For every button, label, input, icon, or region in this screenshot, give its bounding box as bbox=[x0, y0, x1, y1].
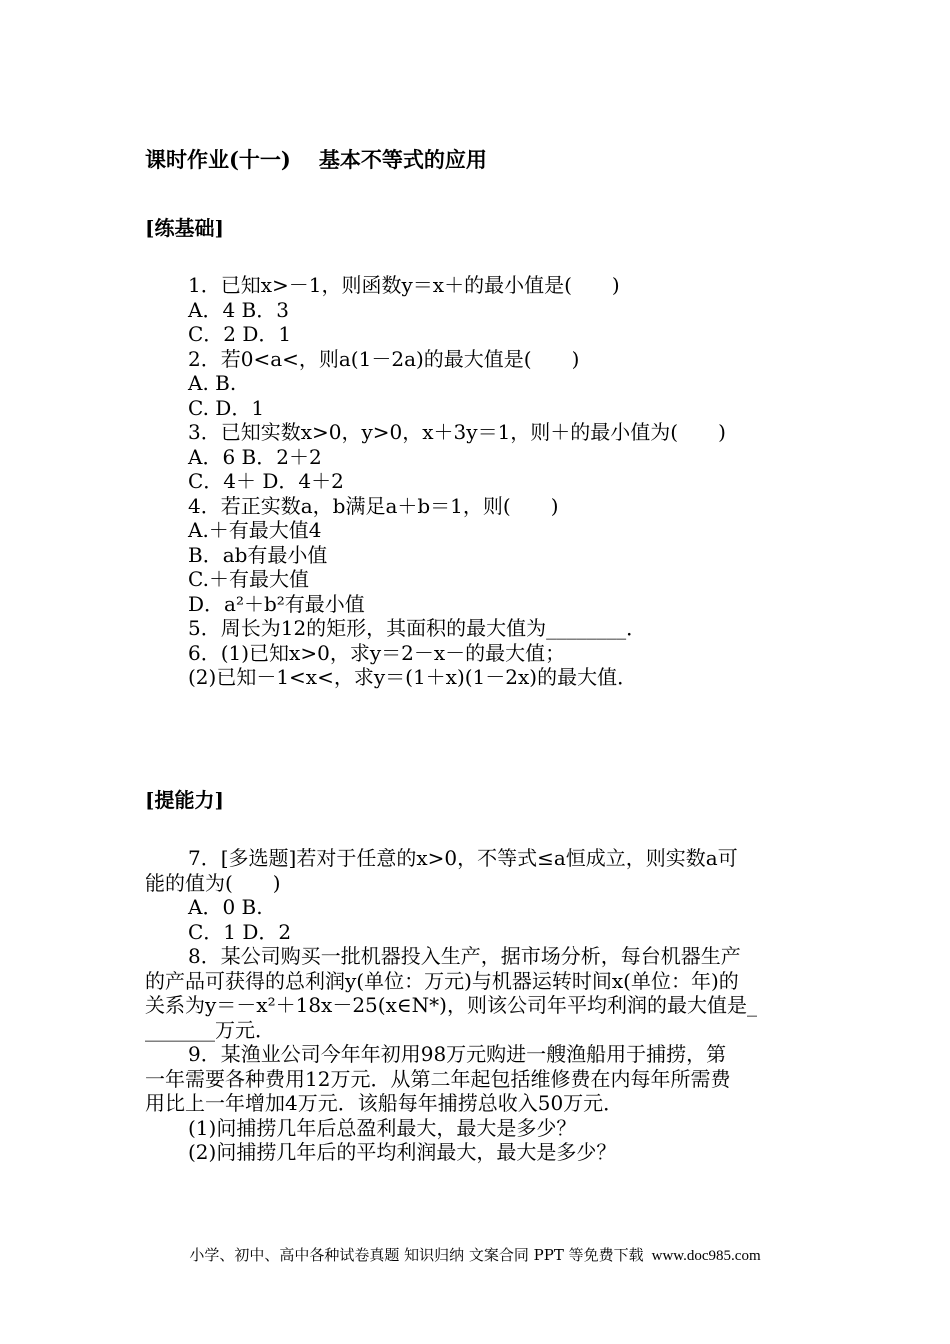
exercise-line: (2)问捕捞几年后的平均利润最大，最大是多少？ bbox=[188, 1140, 617, 1164]
exercise-line: 2．若0<a<，则a(1－2a)的最大值是( ) bbox=[188, 346, 580, 371]
page-footer bbox=[0, 1244, 950, 1265]
exercise-line: D．a²＋b²有最小值 bbox=[188, 591, 365, 616]
exercise-line: C．1 D．2 bbox=[188, 919, 292, 944]
exercise-line: A. B. bbox=[188, 371, 237, 395]
exercise-line: A.＋有最大值4 bbox=[188, 518, 322, 542]
exercise-line: A．4 B．3 bbox=[188, 297, 289, 322]
exercise-line: 的产品可获得的总利润y(单位：万元)与机器运转时间x(单位：年)的 bbox=[145, 968, 739, 993]
exercise-line: 3．已知实数x>0，y>0，x＋3y＝1，则＋的最小值为( ) bbox=[188, 420, 726, 444]
page-title bbox=[145, 144, 487, 174]
exercise-line: 7．[多选题]若对于任意的x>0，不等式≤a恒成立，则实数a可 bbox=[188, 846, 738, 870]
exercise-line: A．0 B. bbox=[188, 895, 263, 919]
exercise-line: _______万元． bbox=[145, 1017, 275, 1042]
exercise-line: 6．(1)已知x>0，求y＝2－x－的最大值； bbox=[188, 640, 566, 665]
footer-site-link[interactable]: www.doc985.com bbox=[651, 1248, 761, 1264]
exercise-line: 5．周长为12的矩形，其面积的最大值为________． bbox=[188, 616, 647, 640]
section-heading-basic: [练基础] bbox=[145, 216, 224, 240]
exercise-line: C. D．1 bbox=[188, 395, 265, 420]
exercise-line: C．2 D．1 bbox=[188, 322, 292, 346]
advanced-exercises bbox=[145, 846, 810, 1165]
basic-exercises bbox=[145, 273, 810, 690]
exercise-line: 能的值为( ) bbox=[145, 870, 281, 895]
exercise-line: 9．某渔业公司今年年初用98万元购进一艘渔船用于捕捞，第 bbox=[188, 1042, 727, 1066]
exercise-line: C．4＋ D．4＋2 bbox=[188, 469, 344, 493]
exercise-line: B．ab有最小值 bbox=[188, 542, 328, 567]
exercise-line: 4．若正实数a，b满足a＋b＝1，则( ) bbox=[188, 493, 559, 518]
footer-text: 小学、初中、高中各种试卷真题 知识归纳 文案合同 PPT 等免费下载 bbox=[189, 1246, 644, 1264]
exercise-line: 8．某公司购买一批机器投入生产，据市场分析，每台机器生产 bbox=[188, 944, 741, 968]
exercise-line: (2)已知－1<x<，求y＝(1＋x)(1－2x)的最大值． bbox=[188, 665, 638, 689]
section-heading-advanced: [提能力] bbox=[145, 788, 224, 812]
exercise-line: 用比上一年增加4万元．该船每年捕捞总收入50万元． bbox=[145, 1091, 624, 1115]
exercise-line: 1．已知x>－1，则函数y＝x＋的最小值是( ) bbox=[188, 273, 620, 297]
exercise-line: (1)问捕捞几年后总盈利最大，最大是多少？ bbox=[188, 1115, 577, 1140]
exercise-line: A．6 B．2＋2 bbox=[188, 444, 322, 469]
title-right: 基本不等式的应用 bbox=[318, 147, 487, 172]
exercise-line: C.＋有最大值 bbox=[188, 567, 309, 591]
exercise-line: 关系为y＝－x²＋18x－25(x∈N*)，则该公司年平均利润的最大值是_ bbox=[145, 993, 757, 1017]
exercise-line: 一年需要各种费用12万元．从第二年起包括维修费在内每年所需费 bbox=[145, 1066, 731, 1091]
title-left: 课时作业(十一) bbox=[145, 147, 291, 172]
